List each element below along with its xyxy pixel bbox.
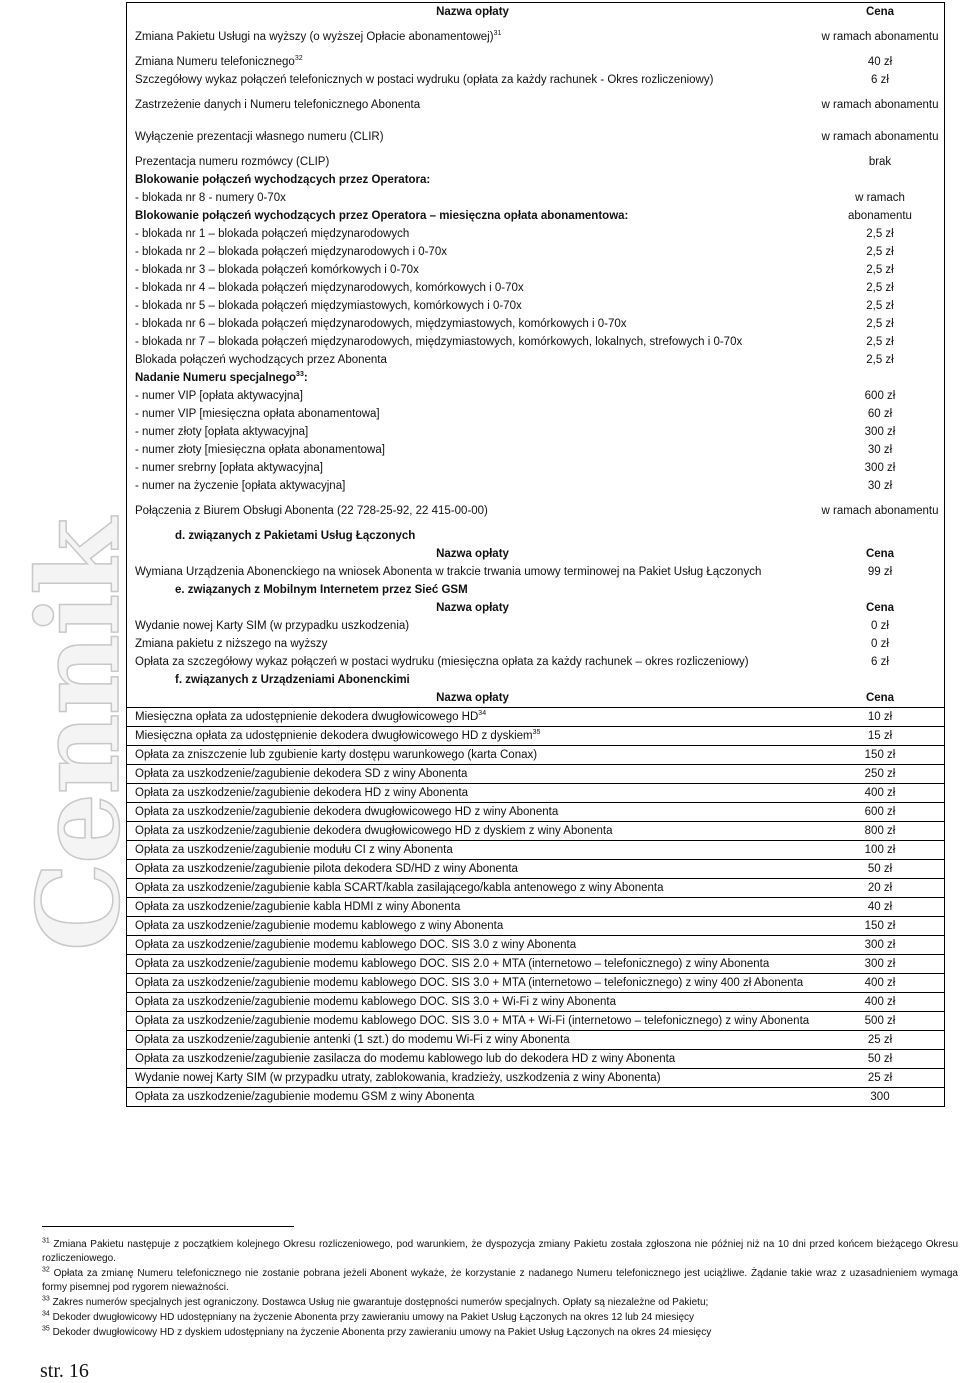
fee-price: Cena — [865, 602, 895, 614]
table-header-row — [127, 599, 944, 617]
fee-name: Prezentacja numeru rozmówcy (CLIP) — [135, 156, 330, 168]
fee-name: - blokada nr 3 – blokada połączeń komórkowych i 0-70x — [135, 264, 419, 276]
footnote-ref: 31 — [493, 30, 502, 38]
fee-price: 6 zł — [871, 74, 889, 86]
table-row — [127, 822, 944, 841]
table-row — [127, 369, 944, 387]
table-row — [127, 297, 944, 315]
fee-name: Opłata za uszkodzenie/zagubienie modemu kablowego DOC. SIS 3.0 + Wi-Fi z winy Abonenta — [127, 993, 816, 1012]
fee-name: Opłata za szczegółowy wykaz połączeń w postaci wydruku (miesięczna opłata za każdy rachunek – okres rozliczeniowy) — [135, 656, 749, 668]
table-row — [127, 477, 944, 495]
footnote — [42, 1296, 958, 1310]
table-row — [127, 617, 944, 635]
fee-price: 60 zł — [867, 408, 893, 420]
table-row — [127, 315, 944, 333]
footnote-number: 35 — [42, 1325, 50, 1333]
fee-price: 30 zł — [867, 480, 893, 492]
fee-price: 25 zł — [816, 1031, 944, 1050]
fee-name: Opłata za uszkodzenie/zagubienie antenki (1 szt.) do modemu Wi-Fi z winy Abonenta — [127, 1031, 816, 1050]
footnote-ref: 32 — [294, 55, 303, 63]
fee-price: 800 zł — [816, 822, 944, 841]
fee-name: Opłata za uszkodzenie/zagubienie dekodera SD z winy Abonenta — [127, 765, 816, 784]
fee-price: Cena — [865, 548, 895, 560]
section-row — [127, 527, 944, 545]
fee-price: w ramach — [855, 192, 905, 204]
fee-name: Szczegółowy wykaz połączeń telefonicznych w postaci wydruku (opłata za każdy rachunek - Okres rozliczeniowy) — [135, 74, 714, 86]
fee-name: d. związanych z Pakietami Usług Łączonych — [175, 530, 416, 542]
fee-name: - numer na życzenie [opłata aktywacyjna] — [135, 480, 346, 492]
fee-price: 2,5 zł — [866, 282, 894, 294]
fee-name: - numer złoty [opłata aktywacyjna] — [135, 426, 309, 438]
footnote-text: Opłata za zmianę Numeru telefonicznego nie zostanie pobrana jeżeli Abonent wykaże, że korzystanie z nadanego Numeru telefonicznego jest uciążliwe. Żądanie takie wraz z uzasadnieniem wymaga formy pisemnej pod rygorem nieważności. — [42, 1268, 958, 1293]
fee-name: Wyłączenie prezentacji własnego numeru (CLIR) — [135, 131, 384, 143]
table-row — [127, 261, 944, 279]
table-row — [127, 784, 944, 803]
fee-name: Opłata za uszkodzenie/zagubienie modemu kablowego DOC. SIS 2.0 + MTA (internetowo – telefonicznego) z winy Abonenta — [127, 955, 816, 974]
table-header-row — [127, 545, 944, 563]
fee-price: Cena — [865, 6, 895, 18]
fee-price: 2,5 zł — [866, 246, 894, 258]
table-row — [127, 974, 944, 993]
table-row — [127, 423, 944, 441]
fee-price: 100 zł — [816, 841, 944, 860]
fee-price: w ramach abonamentu — [821, 31, 939, 43]
table-row — [127, 279, 944, 297]
table-row — [127, 708, 944, 727]
fee-price: 2,5 zł — [866, 318, 894, 330]
table-row — [127, 1050, 944, 1069]
fee-price: 300 zł — [864, 426, 896, 438]
table-row — [127, 563, 944, 581]
fee-name: Zmiana pakietu z niższego na wyższy — [135, 638, 328, 650]
fee-name: Zmiana Pakietu Usługi na wyższy (o wyższej Opłacie abonamentowej)$^{31}$ — [135, 30, 502, 43]
footnote-ref: 35 — [532, 729, 541, 737]
fee-price: 300 — [816, 1088, 944, 1107]
table-row — [127, 841, 944, 860]
fee-price: 600 zł — [816, 803, 944, 822]
footnote-separator — [42, 1226, 294, 1227]
fee-name: Opłata za uszkodzenie/zagubienie pilota dekodera SD/HD z winy Abonenta — [127, 860, 816, 879]
fee-price: 600 zł — [864, 390, 896, 402]
footnote-text: Zakres numerów specjalnych jest ograniczony. Dostawca Usług nie gwarantuje dostępności numerów specjalnych. Opłaty są niezależne od Pakietu; — [52, 1297, 709, 1308]
fee-name: Opłata za uszkodzenie/zagubienie dekodera dwugłowicowego HD z winy Abonenta — [127, 803, 816, 822]
fee-price: 300 zł — [816, 955, 944, 974]
fee-price: w ramach abonamentu — [821, 505, 939, 517]
price-table — [127, 3, 944, 1106]
fee-price: 400 zł — [816, 784, 944, 803]
footnote-number: 32 — [42, 1266, 50, 1274]
fee-price: 30 zł — [867, 444, 893, 456]
fee-name: Blokada połączeń wychodzących przez Abonenta — [135, 354, 387, 366]
fee-price: abonamentu — [848, 210, 912, 222]
footnote-text: Dekoder dwugłowicowy HD udostępniany na życzenie Abonenta przy zawieraniu umowy na Pakiet Usług Łączonych na okres 12 lub 24 miesięcy — [52, 1312, 695, 1323]
fee-name: Miesięczna opłata za udostępnienie dekodera dwugłowicowego HD z dyskiem$^{35}$ — [127, 727, 816, 746]
fee-price: 99 zł — [867, 566, 893, 578]
fee-price: Cena — [865, 692, 895, 704]
fee-price: brak — [868, 156, 892, 168]
table-row — [127, 635, 944, 653]
fee-name: - numer VIP [miesięczna opłata abonamentowa] — [135, 408, 380, 420]
fee-name: Połączenia z Biurem Obsługi Abonenta (22 728-25-92, 22 415-00-00) — [135, 505, 488, 517]
fee-price — [816, 581, 944, 599]
fee-price: 20 zł — [816, 879, 944, 898]
table-row — [127, 189, 944, 207]
fee-name: f. związanych z Urządzeniami Abonenckimi — [175, 674, 410, 686]
table-row — [127, 459, 944, 477]
fee-price: 40 zł — [867, 56, 893, 68]
fee-price: 500 zł — [816, 1012, 944, 1031]
fee-name: Zastrzeżenie danych i Numeru telefonicznego Abonenta — [135, 99, 421, 111]
fee-price: w ramach abonamentu — [821, 131, 939, 143]
fee-price: 400 zł — [816, 974, 944, 993]
fee-price: 10 zł — [816, 708, 944, 727]
fee-price: 250 zł — [816, 765, 944, 784]
fee-price: 50 zł — [816, 1050, 944, 1069]
fee-price: 2,5 zł — [866, 336, 894, 348]
fee-price: 25 zł — [816, 1069, 944, 1088]
fee-price: 2,5 zł — [866, 300, 894, 312]
fee-price — [816, 527, 944, 545]
footnote — [42, 1267, 958, 1295]
footnote-number: 31 — [42, 1237, 50, 1245]
table-row — [127, 936, 944, 955]
price-table-body — [127, 3, 944, 1106]
fee-name: Opłata za uszkodzenie/zagubienie dekodera dwugłowicowego HD z dyskiem z winy Abonenta — [127, 822, 816, 841]
table-row — [127, 955, 944, 974]
fee-name: - blokada nr 4 – blokada połączeń międzynarodowych, komórkowych i 0-70x — [135, 282, 524, 294]
price-table-frame — [126, 2, 945, 1107]
fee-name: Nazwa opłaty — [436, 602, 509, 614]
fee-price — [816, 369, 944, 387]
table-row — [127, 653, 944, 671]
table-header-row — [127, 689, 944, 708]
fee-price: 300 zł — [864, 462, 896, 474]
table-row — [127, 993, 944, 1012]
table-row — [127, 207, 944, 225]
table-row — [127, 898, 944, 917]
footnote-text: Dekoder dwugłowicowy HD z dyskiem udostępniany na życzenie Abonenta przy zawieraniu umowy na Pakiet Usług Łączonych na okres 24 miesięcy — [52, 1327, 712, 1338]
section-row — [127, 581, 944, 599]
table-row — [127, 1069, 944, 1088]
table-row — [127, 225, 944, 243]
fee-name: Opłata za uszkodzenie/zagubienie zasilacza do modemu kablowego lub do dekodera HD z winy Abonenta — [127, 1050, 816, 1069]
table-row — [127, 1031, 944, 1050]
fee-name: - numer VIP [opłata aktywacyjna] — [135, 390, 303, 402]
fee-name: Opłata za uszkodzenie/zagubienie modemu kablowego DOC. SIS 3.0 + MTA (internetowo – telefonicznego) z winy 400 zł Abonenta — [127, 974, 816, 993]
fee-name: - numer srebrny [opłata aktywacyjna] — [135, 462, 323, 474]
fee-name: - blokada nr 7 – blokada połączeń międzynarodowych, międzymiastowych, komórkowych, lokalnych, strefowych i 0-70x — [135, 336, 743, 348]
fee-name: Opłata za uszkodzenie/zagubienie modułu CI z winy Abonenta — [127, 841, 816, 860]
fee-name: Opłata za uszkodzenie/zagubienie dekodera HD z winy Abonenta — [127, 784, 816, 803]
fee-name: Opłata za uszkodzenie/zagubienie kabla SCART/kabla zasilającego/kabla antenowego z winy Abonenta — [127, 879, 816, 898]
table-row — [127, 21, 944, 53]
footnote — [42, 1238, 958, 1266]
footnotes — [42, 1238, 958, 1341]
fee-price — [816, 671, 944, 689]
table-row — [127, 1088, 944, 1107]
fee-price: 300 zł — [816, 936, 944, 955]
fee-name: Wymiana Urządzenia Abonenckiego na wniosek Abonenta w trakcie trwania umowy terminowej na Pakiet Usług Łączonych — [135, 566, 762, 578]
footnote — [42, 1326, 958, 1340]
table-row — [127, 405, 944, 423]
fee-price: 400 zł — [816, 993, 944, 1012]
fee-name: Nazwa opłaty — [436, 548, 509, 560]
footnote-text: Zmiana Pakietu następuje z początkiem kolejnego Okresu rozliczeniowego, pod warunkiem, że dyspozycja zmiany Pakietu została zgłoszona nie później niż na 10 dni przed końcem bieżącego Okresu rozliczeniowego. — [42, 1239, 959, 1264]
fee-price: 2,5 zł — [866, 228, 894, 240]
fee-price: 150 zł — [816, 746, 944, 765]
fee-name: Zmiana Numeru telefonicznego$^{32}$ — [135, 55, 303, 68]
fee-price: 40 zł — [816, 898, 944, 917]
fee-price: 150 zł — [816, 917, 944, 936]
footnote-ref: 33 — [296, 371, 304, 379]
fee-name: - blokada nr 2 – blokada połączeń międzynarodowych i 0-70x — [135, 246, 447, 258]
table-row — [127, 243, 944, 261]
fee-name: - blokada nr 8 - numery 0-70x — [135, 192, 286, 204]
table-row — [127, 1012, 944, 1031]
table-row — [127, 121, 944, 153]
fee-price: 2,5 zł — [866, 354, 894, 366]
footnote-number: 33 — [42, 1295, 50, 1303]
fee-name: Opłata za uszkodzenie/zagubienie modemu GSM z winy Abonenta — [127, 1088, 816, 1107]
fee-price: 6 zł — [871, 656, 889, 668]
fee-name: Opłata za uszkodzenie/zagubienie kabla HDMI z winy Abonenta — [127, 898, 816, 917]
fee-name: - blokada nr 6 – blokada połączeń międzynarodowych, międzymiastowych, komórkowych i 0-70x — [135, 318, 627, 330]
fee-name: - numer złoty [miesięczna opłata abonamentowa] — [135, 444, 385, 456]
fee-name: Opłata za uszkodzenie/zagubienie modemu kablowego DOC. SIS 3.0 + MTA + Wi-Fi (internetowo – telefonicznego) z winy Abonenta — [127, 1012, 816, 1031]
fee-name: Blokowanie połączeń wychodzących przez Operatora – miesięczna opłata abonamentowa: — [135, 210, 629, 222]
fee-price: 50 zł — [816, 860, 944, 879]
fee-name: Wydanie nowej Karty SIM (w przypadku utraty, zablokowania, kradzieży, uszkodzenia z winy Abonenta) — [127, 1069, 816, 1088]
table-row — [127, 387, 944, 405]
fee-name: Nazwa opłaty — [436, 692, 509, 704]
table-row — [127, 917, 944, 936]
table-row — [127, 879, 944, 898]
fee-name: e. związanych z Mobilnym Internetem przez Sieć GSM — [175, 584, 468, 596]
footnote-ref: 34 — [478, 710, 487, 718]
fee-price: 15 zł — [816, 727, 944, 746]
fee-name: Opłata za zniszczenie lub zgubienie karty dostępu warunkowego (karta Conax) — [127, 746, 816, 765]
table-row — [127, 495, 944, 527]
footnote-number: 34 — [42, 1310, 50, 1318]
fee-name: Miesięczna opłata za udostępnienie dekodera dwugłowicowego HD$^{34}$ — [127, 708, 816, 727]
table-row — [127, 441, 944, 459]
fee-name: Opłata za uszkodzenie/zagubienie modemu kablowego DOC. SIS 3.0 z winy Abonenta — [127, 936, 816, 955]
table-row — [127, 153, 944, 171]
fee-name: - blokada nr 5 – blokada połączeń międzymiastowych, komórkowych i 0-70x — [135, 300, 522, 312]
page-number: str. 16 — [40, 1360, 89, 1382]
watermark — [0, 519, 146, 952]
table-row — [127, 803, 944, 822]
fee-name: Blokowanie połączeń wychodzących przez Operatora: — [135, 174, 431, 186]
footnote — [42, 1311, 958, 1325]
fee-name: - blokada nr 1 – blokada połączeń międzynarodowych — [135, 228, 410, 240]
watermark-text: Cennik — [14, 519, 146, 952]
fee-price: 2,5 zł — [866, 264, 894, 276]
table-row — [127, 53, 944, 71]
fee-price: 0 zł — [871, 620, 889, 632]
table-row — [127, 71, 944, 89]
fee-name: Nazwa opłaty — [436, 6, 509, 18]
fee-price: w ramach abonamentu — [821, 99, 939, 111]
fee-price: 0 zł — [871, 638, 889, 650]
table-row — [127, 333, 944, 351]
table-row — [127, 351, 944, 369]
fee-name: Opłata za uszkodzenie/zagubienie modemu kablowego z winy Abonenta — [127, 917, 816, 936]
table-header-row — [127, 3, 944, 21]
table-row — [127, 860, 944, 879]
table-row — [127, 727, 944, 746]
section-row — [127, 671, 944, 689]
table-row — [127, 746, 944, 765]
table-row — [127, 765, 944, 784]
table-row — [127, 171, 944, 189]
fee-name: Nadanie Numeru specjalnego$^{33}$: — [135, 371, 308, 384]
fee-price — [816, 171, 944, 189]
fee-name: Wydanie nowej Karty SIM (w przypadku uszkodzenia) — [135, 620, 410, 632]
table-row — [127, 89, 944, 121]
